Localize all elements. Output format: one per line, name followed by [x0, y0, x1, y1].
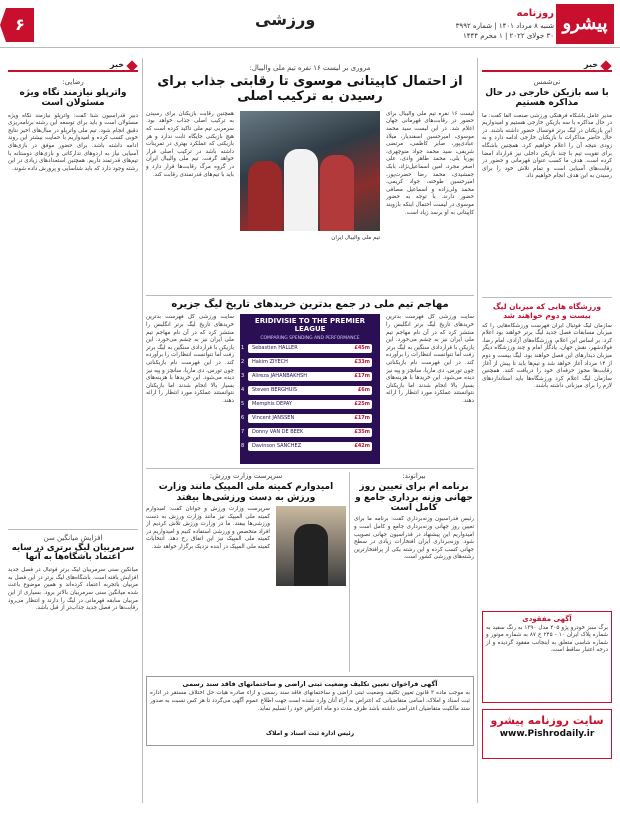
lost-document-ad: [482, 611, 612, 703]
left-section-label: خبر: [109, 60, 124, 69]
right-article-2-body: سازمان لیگ فوتبال ایران فهرست ورزشگاه‌هایی را که میزبان مسابقات فصل جدید لیگ برتر خواهند بود اعلام کرد. بر اساس این اعلام، ورزشگاه‌های آزادی، امام رضا، فولادشهر، نقش جهان، یادگار امام و چند ورزشگاه دیگر میزبان دیدارهای این فصل خواهند بود. لیگ بیست و دوم از ۱۴ مرداد آغاز خواهد شد و تیم‌ها باید تا پیش از آغاز رقابت‌ها مجوز حرفه‌ای خود را دریافت کنند. همچنین سازمان لیگ اعلام کرد ورزشگاه‌ها باید استانداردهای لازم را برای میزبانی داشته باشند.: [482, 322, 612, 390]
chart-row: [241, 344, 372, 353]
issue-date-line-2: ۳۰ جولای ۲۰۲۲ | ۱ محرم ۱۴۴۴: [463, 32, 554, 40]
person-figure-icon: [294, 524, 328, 586]
chart-row-rank: 1: [241, 345, 245, 352]
center-area: [146, 60, 474, 800]
chart-row-name: Steven BERGHUIS: [252, 387, 298, 394]
newspaper-logo: پیشرو: [556, 4, 614, 44]
right-article-1-kicker: تی‌شمس: [533, 78, 561, 86]
coaches-kicker: افزایش میانگین سن: [43, 533, 103, 542]
chart-row: [241, 386, 372, 395]
right-article-1-body: مدیر عامل باشگاه فرهنگی ورزشی صنعت آلفا گفت: ما در حال مذاکره با سه بازیکن خارجی هستیم و امیدواریم این بازیکنان در لیگ برتر فوتسال حضور داشته باشند. در حال حاضر مذاکرات با بازیکنان خارجی ادامه دارد و به زودی نتیجه آن را اعلام خواهیم کرد. همچنین باشگاه برای تقویت تیم با چند بازیکن داخلی نیز قرارداد امضا کرده است. هدف ما کسب عنوان قهرمانی و حضور در رقابت‌های آسیایی است و تمام تلاش خود را برای رسیدن به این هدف انجام خواهیم داد.: [482, 112, 612, 180]
lead-story-block: [146, 111, 474, 291]
notice-signature: رئیس اداره ثبت اسناد و املاک: [265, 730, 355, 738]
player-figure-icon: [320, 155, 354, 231]
minister-block: [146, 506, 346, 656]
player-figure-icon: [248, 161, 282, 231]
chart-row-value: £6m: [357, 387, 370, 394]
chart-row: [241, 372, 372, 381]
logo-block: [444, 4, 614, 44]
chart-feature-block: [146, 314, 474, 464]
website-banner[interactable]: [482, 709, 612, 759]
right-article-2-headline: ورزشگاه هایی که میزبان لیگ بیست و دوم خواهند شد: [492, 301, 601, 320]
section-title: ورزشی: [255, 10, 316, 29]
chart-feature-headline: مهاجم تیم ملی در جمع بدترین خریدهای تاریخ لیگ جزیره: [171, 298, 449, 310]
coaches-headline: سرمربیان لیگ برتری در سایه اعتماد باشگاه‌ها به آنها: [11, 542, 135, 563]
chart-row-rank: 6: [241, 415, 245, 422]
chart-feature: [146, 295, 474, 465]
page-number: ۶: [6, 8, 34, 42]
waterpolo-headline: واترپلو نیازمند نگاه ویژه مسئولان است: [19, 88, 127, 109]
chart-row-name: Sebastien HALLER: [252, 345, 298, 352]
weightlifting-body: رئیس فدراسیون وزنه‌برداری گفت: برنامه ما برای تعیین روز جهانی وزنه‌برداری جامع و کامل است و امیدواریم این پیشنهاد در فدراسیون جهانی تصویب شود. وزنه‌برداری ایران افتخارات زیادی در سطح جهانی کسب کرده و این رشته یکی از پرافتخارترین رشته‌های ورزشی کشور است.: [354, 516, 474, 561]
section-diamond-icon: [126, 60, 137, 71]
lead-headline: از احتمال کاپیتانی موسوی تا رقابتی جذاب برای رسیدن به ترکیب اصلی: [157, 74, 463, 104]
column-divider-left: [142, 58, 143, 803]
website-url[interactable]: www.Pishrodaily.ir: [499, 728, 595, 739]
chart-row-name: Vincent JANSSEN: [252, 415, 295, 422]
weightlifting-headline: برنامه ام برای تعیین روز جهانی وزنه برداری جامع و کامل است: [355, 482, 473, 514]
chart-row-value: £42m: [354, 443, 370, 450]
chart-row: [241, 358, 372, 367]
minister-article: [146, 472, 346, 656]
right-section-label: خبر: [583, 60, 598, 69]
chart-row-rank: 5: [241, 401, 245, 408]
lead-body-right: لیست ۱۶ نفره تیم ملی والیبال برای حضور در رقابت‌های قهرمانی جهان اعلام شد. در این لیست سید محمد موسوی، امیرحسین اسفندیار، میلاد عبادی‌پور، صابر کاظمی، مرتضی شریفی، سید محمد جواد منوچهری، پوریا یلی، محمد طاهر وادی، علی اصغر مجرد، امین اسماعیل‌نژاد، بابک جمشیدی، محمد رضا حضرت‌پور، امیرحسین طوخته، جواد کریمی، محمد ولی‌زاده و اسماعیل مصافی حضور دارند. با توجه به حضور موسوی در لیست احتمال اینکه بازوبند کاپیتانی به او برسد زیاد است.: [386, 110, 474, 216]
website-banner-title: سایت روزنامه پیشرو: [490, 713, 604, 727]
chart-feature-body-right: سایت ورزشی گل فهرست بدترین خریدهای تاریخ لیگ برتر انگلیس را منتشر کرد که در آن نام مهاجم تیم ملی ایران نیز به چشم می‌خورد. این بازیکن با قراردادی سنگین به لیگ برتر رفت اما نتوانست انتظارات را برآورده کند. در این فهرست نام بازیکنانی چون تورس، دی ماریا، سانچز و پپه نیز دیده می‌شود. این خریدها با هزینه‌های بسیار بالا انجام شدند اما بازیکنان نتوانستند عملکرد مورد انتظار را ارائه دهند.: [386, 314, 474, 404]
inner-divider: [349, 472, 350, 672]
issue-date-line: شنبه ۸ مرداد ۱۴۰۱ | شماره ۳۹۹۲: [455, 22, 554, 30]
masthead: [0, 0, 620, 48]
chart-image-subtitle: COMPARING SPENDING AND PERFORMANCE: [260, 335, 360, 341]
lead-kicker: مروری بر لیست ۱۶ نفره تیم ملی والیبال:: [249, 64, 371, 72]
volleyball-team-photo: [240, 111, 380, 231]
waterpolo-body: دبیر فدراسیون شنا گفت: واترپلو نیازمند نگاه ویژه مسئولان است و باید برای توسعه این رشته برنامه‌ریزی دقیق انجام شود. تیم ملی واترپلو در سال‌های اخیر نتایج خوبی کسب کرده و امیدواریم با حمایت بیشتر این روند ادامه داشته باشد. برای حضور موفق در بازی‌های آسیایی نیاز به اردوهای تدارکاتی و بازی‌های دوستانه با تیم‌های قدرتمند داریم. همچنین استعدادهای زیادی در این رشته وجود دارد که باید شناسایی و پرورش داده شوند.: [8, 112, 138, 172]
chart-row-rank: 8: [241, 443, 245, 450]
chart-row-value: £25m: [354, 401, 370, 408]
chart-row-rank: 3: [241, 373, 245, 380]
minister-body: سرپرست وزارت ورزش و جوانان گفت: امیدوارم کمیته ملی المپیک نیز مانند وزارت ورزش به دست ورزشی‌ها بیفتد. ما در وزارت ورزش تلاش کردیم از افراد متخصص و ورزشی استفاده کنیم و امیدواریم در کمیته ملی المپیک نیز این اتفاق رخ دهد. انتخابات کمیته ملی المپیک در آینده نزدیک برگزار خواهد شد.: [146, 506, 270, 551]
chart-row: [241, 428, 372, 437]
minister-headline: امیدوارم کمیته ملی المپیک مانند وزارت ورزش به دست ورزشی‌ها بیفتد: [158, 482, 334, 503]
chart-row: [241, 414, 372, 423]
right-column-header: [482, 60, 612, 72]
column-divider-right: [477, 58, 478, 803]
right-article-1-headline: با سه بازیکن خارجی در حال مذاکره هستیم: [485, 88, 609, 109]
left-column: [8, 60, 138, 800]
minister-photo: [276, 506, 346, 586]
chart-row-name: Davinson SANCHEZ: [252, 443, 302, 450]
chart-row-rank: 4: [241, 387, 245, 394]
bottom-articles: [146, 468, 474, 674]
chart-row-value: £33m: [354, 359, 370, 366]
ad-body: برگ سبز خودرو پژو ۴۰۵ مدل ۱۳۹۰ به رنگ سفید به شماره پلاک ایران ۱۰ - ۲۴۵ ج ۸۷ به شماره موتور و شماره شاسی متعلق به اینجانب مفقود گردیده و از درجه اعتبار ساقط است.: [486, 624, 608, 654]
left-column-header: [8, 60, 138, 72]
chart-row-rank: 7: [241, 429, 245, 436]
notice-title: آگهی فراخوان تعیین تکلیف وضعیت ثبتی اراضی و ساختمانهای فاقد سند رسمی: [182, 680, 438, 689]
right-article-2: [482, 297, 612, 605]
chart-row-value: £45m: [354, 345, 370, 352]
chart-feature-body-left: سایت ورزشی گل فهرست بدترین خریدهای تاریخ لیگ برتر انگلیس را منتشر کرد که در آن نام مهاجم تیم ملی ایران نیز به چشم می‌خورد. این بازیکن با قراردادی سنگین به لیگ برتر رفت اما نتوانست انتظارات را برآورده کند. در این فهرست نام بازیکنانی چون تورس، دی ماریا، سانچز و پپه نیز دیده می‌شود. این خریدها با هزینه‌های بسیار بالا انجام شدند اما بازیکنان نتوانستند عملکرد مورد انتظار را ارائه دهند.: [146, 314, 234, 404]
chart-row-value: £17m: [354, 415, 370, 422]
chart-row-value: £35m: [354, 429, 370, 436]
chart-row-name: Donny VAN DE BEEK: [252, 429, 304, 436]
section-diamond-icon: [600, 60, 611, 71]
minister-kicker: سرپرست وزارت ورزش:: [209, 472, 283, 481]
registry-notice: [146, 676, 474, 746]
chart-row-name: Alireza JAHANBAKHSH: [252, 373, 308, 380]
lead-caption: تیم ملی والیبال ایران: [331, 234, 380, 241]
chart-row-rank: 2: [241, 359, 245, 366]
chart-row-name: Memphis DEPAY: [252, 401, 292, 408]
waterpolo-kicker: رضایی:: [62, 78, 84, 86]
lead-body-left: همچنین رقابت بازیکنان برای رسیدن به ترکیب اصلی جذاب خواهد بود. سرمربی تیم ملی تاکید کرده است که هیچ بازیکنی جایگاه ثابت ندارد و هر بازیکنی که عملکرد بهتری در تمرینات داشته باشد در ترکیب اصلی قرار خواهد گرفت. تیم ملی والیبال ایران در گروه مرگ رقابت‌ها قرار دارد و باید با تیم‌های قدرتمندی رقابت کند.: [146, 110, 234, 178]
chart-row: [241, 442, 372, 451]
chart-image-title: ERIDIVISIE TO THE PREMIER LEAGUE: [254, 317, 366, 334]
transfer-chart-image: [240, 314, 380, 464]
waterpolo-article: [8, 78, 138, 523]
weightlifting-kicker: بیرانوند:: [402, 472, 426, 481]
right-article-1: [482, 78, 612, 291]
coaches-body: میانگین سنی سرمربیان لیگ برتر فوتبال در فصل جدید افزایش یافته است. باشگاه‌های لیگ برتر در این فصل به مربیان باتجربه اعتماد کرده‌اند و همین موضوع باعث شده میانگین سنی سرمربیان بالاتر برود. بسیاری از این مربیان سابقه قهرمانی در لیگ را دارند و انتظار می‌رود رقابت‌ها در فصل جدید جذاب‌تر از قبل باشد.: [8, 567, 138, 612]
chart-row-value: £17m: [354, 373, 370, 380]
player-figure-icon: [284, 149, 318, 231]
notice-body: به موجب ماده ۳ قانون تعیین تکلیف وضعیت ثبتی اراضی و ساختمانهای فاقد سند رسمی و آراء صادره هیات حل اختلاف مستقر در اداره ثبت اسناد و املاک، اسامی متقاضیانی که اعتراض به آراء آنان وارد نشده است جهت اطلاع عموم آگهی می‌گردد تا هر کس نسبت به صدور سند مالکیت متقاضیان اعتراضی داشته باشد ظرف مدت دو ماه اعتراض خود را تسلیم نماید.: [150, 690, 470, 712]
weightlifting-article: [354, 472, 474, 666]
ad-title: آگهی مفقودی: [522, 614, 572, 623]
chart-row: [241, 400, 372, 409]
right-column: [482, 60, 612, 800]
chart-row-name: Hakim ZIYECH: [252, 359, 288, 366]
logo-daily-label: روزنامه: [516, 8, 554, 19]
coaches-article: [8, 529, 138, 798]
